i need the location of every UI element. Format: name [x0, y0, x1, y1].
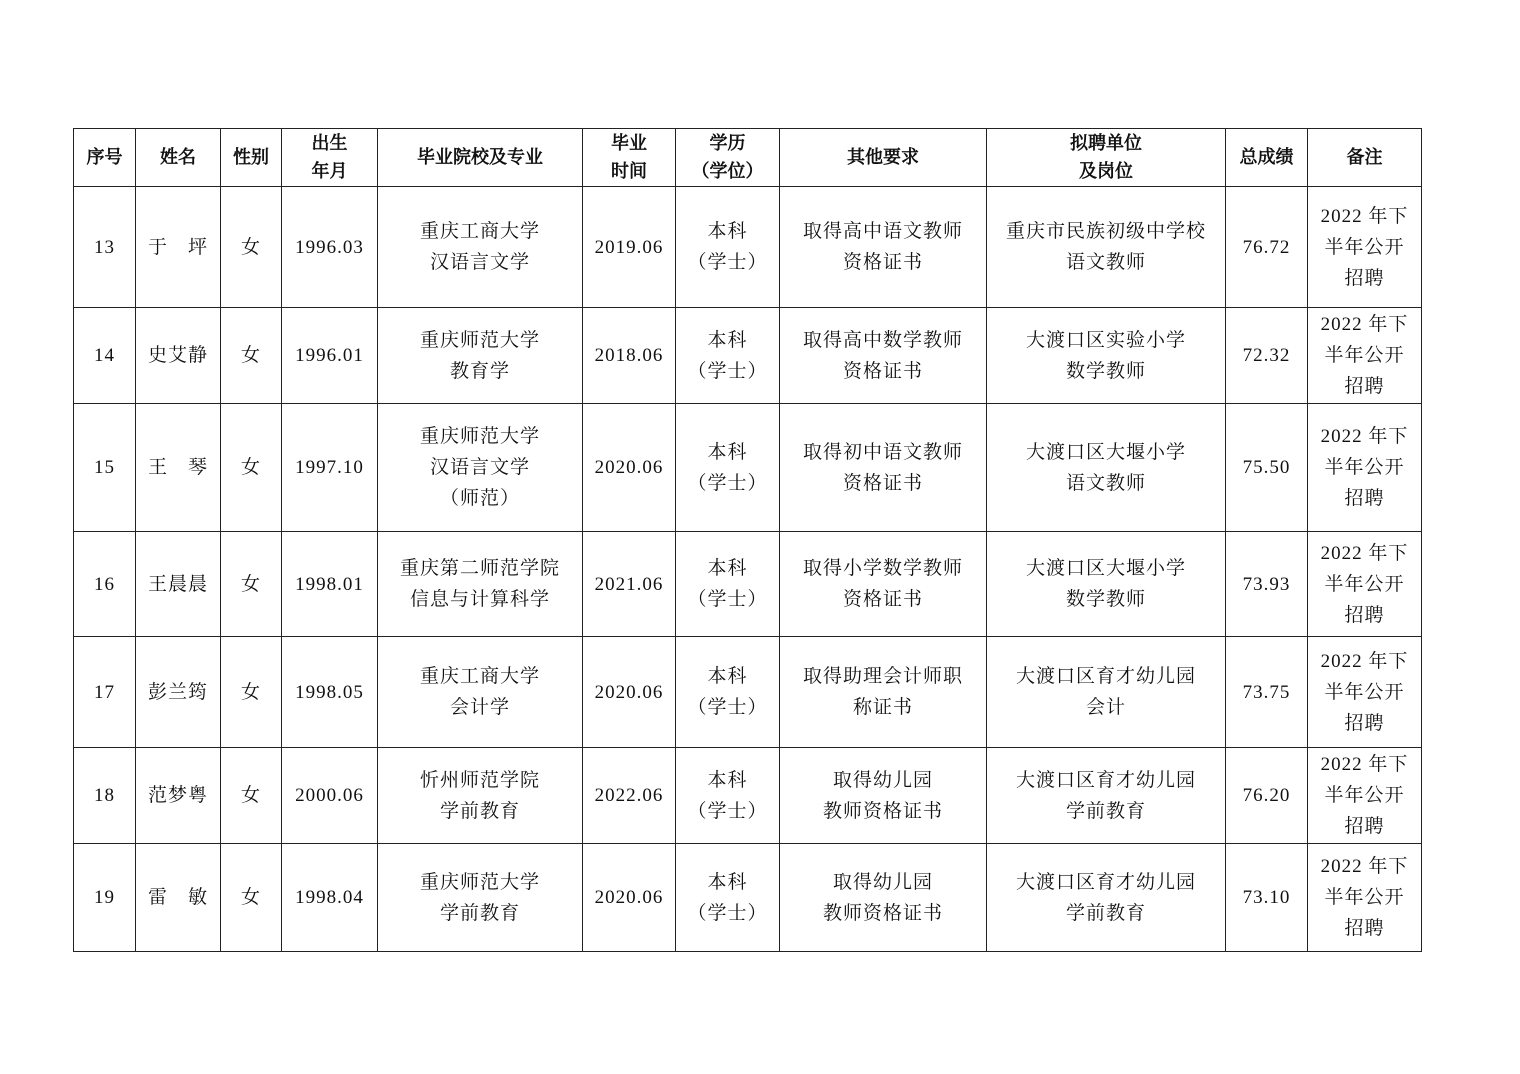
header-cell-grad: 毕业 时间 [583, 129, 676, 187]
cell-name: 雷 敏 [136, 844, 221, 952]
cell-score: 75.50 [1226, 404, 1308, 532]
cell-degree: 本科 （学士） [676, 844, 780, 952]
cell-degree: 本科 （学士） [676, 187, 780, 308]
cell-no: 18 [74, 748, 136, 844]
cell-degree: 本科 （学士） [676, 308, 780, 404]
header-cell-degree: 学历 （学位） [676, 129, 780, 187]
table-row [74, 748, 1422, 844]
cell-no: 17 [74, 637, 136, 748]
cell-school: 重庆工商大学 汉语言文学 [378, 187, 583, 308]
cell-req: 取得小学数学教师 资格证书 [780, 532, 987, 637]
header-cell-unit: 拟聘单位 及岗位 [987, 129, 1226, 187]
header-cell-gender: 性别 [221, 129, 282, 187]
header-row [74, 129, 1422, 187]
cell-score: 73.10 [1226, 844, 1308, 952]
cell-req: 取得幼儿园 教师资格证书 [780, 844, 987, 952]
cell-req: 取得助理会计师职 称证书 [780, 637, 987, 748]
cell-grad: 2021.06 [583, 532, 676, 637]
cell-score: 73.75 [1226, 637, 1308, 748]
cell-degree: 本科 （学士） [676, 637, 780, 748]
cell-name: 彭兰筠 [136, 637, 221, 748]
cell-grad: 2020.06 [583, 404, 676, 532]
cell-birth: 1996.03 [282, 187, 378, 308]
cell-name: 史艾静 [136, 308, 221, 404]
header-cell-school: 毕业院校及专业 [378, 129, 583, 187]
cell-grad: 2019.06 [583, 187, 676, 308]
header-cell-no: 序号 [74, 129, 136, 187]
cell-req: 取得高中语文教师 资格证书 [780, 187, 987, 308]
cell-school: 重庆师范大学 汉语言文学 （师范） [378, 404, 583, 532]
recruitment-table [73, 128, 1422, 952]
cell-degree: 本科 （学士） [676, 532, 780, 637]
cell-birth: 1998.01 [282, 532, 378, 637]
cell-req: 取得初中语文教师 资格证书 [780, 404, 987, 532]
cell-name: 王 琴 [136, 404, 221, 532]
cell-note: 2022 年下 半年公开 招聘 [1308, 404, 1422, 532]
cell-note: 2022 年下 半年公开 招聘 [1308, 637, 1422, 748]
cell-score: 72.32 [1226, 308, 1308, 404]
cell-birth: 1996.01 [282, 308, 378, 404]
table-row [74, 187, 1422, 308]
cell-gender: 女 [221, 637, 282, 748]
header-cell-req: 其他要求 [780, 129, 987, 187]
cell-grad: 2020.06 [583, 844, 676, 952]
cell-score: 76.20 [1226, 748, 1308, 844]
cell-school: 重庆师范大学 学前教育 [378, 844, 583, 952]
table-row [74, 532, 1422, 637]
header-cell-name: 姓名 [136, 129, 221, 187]
cell-req: 取得高中数学教师 资格证书 [780, 308, 987, 404]
cell-degree: 本科 （学士） [676, 748, 780, 844]
cell-gender: 女 [221, 187, 282, 308]
cell-unit: 大渡口区实验小学 数学教师 [987, 308, 1226, 404]
cell-school: 忻州师范学院 学前教育 [378, 748, 583, 844]
cell-grad: 2022.06 [583, 748, 676, 844]
cell-gender: 女 [221, 308, 282, 404]
cell-unit: 大渡口区育才幼儿园 学前教育 [987, 844, 1226, 952]
cell-no: 19 [74, 844, 136, 952]
cell-degree: 本科 （学士） [676, 404, 780, 532]
cell-birth: 1998.04 [282, 844, 378, 952]
table-row [74, 308, 1422, 404]
cell-birth: 1997.10 [282, 404, 378, 532]
cell-gender: 女 [221, 532, 282, 637]
cell-name: 范梦粤 [136, 748, 221, 844]
table-row [74, 844, 1422, 952]
cell-gender: 女 [221, 844, 282, 952]
cell-score: 73.93 [1226, 532, 1308, 637]
cell-req: 取得幼儿园 教师资格证书 [780, 748, 987, 844]
cell-gender: 女 [221, 404, 282, 532]
cell-note: 2022 年下 半年公开 招聘 [1308, 748, 1422, 844]
header-cell-score: 总成绩 [1226, 129, 1308, 187]
cell-school: 重庆师范大学 教育学 [378, 308, 583, 404]
cell-no: 15 [74, 404, 136, 532]
cell-note: 2022 年下 半年公开 招聘 [1308, 187, 1422, 308]
cell-birth: 1998.05 [282, 637, 378, 748]
cell-name: 王晨晨 [136, 532, 221, 637]
cell-name: 于 坪 [136, 187, 221, 308]
cell-unit: 大渡口区育才幼儿园 学前教育 [987, 748, 1226, 844]
cell-note: 2022 年下 半年公开 招聘 [1308, 308, 1422, 404]
table-row [74, 404, 1422, 532]
cell-unit: 大渡口区大堰小学 数学教师 [987, 532, 1226, 637]
cell-gender: 女 [221, 748, 282, 844]
cell-grad: 2018.06 [583, 308, 676, 404]
cell-score: 76.72 [1226, 187, 1308, 308]
header-cell-birth: 出生 年月 [282, 129, 378, 187]
cell-unit: 大渡口区育才幼儿园 会计 [987, 637, 1226, 748]
cell-note: 2022 年下 半年公开 招聘 [1308, 844, 1422, 952]
table-row [74, 637, 1422, 748]
cell-no: 13 [74, 187, 136, 308]
cell-grad: 2020.06 [583, 637, 676, 748]
cell-unit: 重庆市民族初级中学校 语文教师 [987, 187, 1226, 308]
cell-birth: 2000.06 [282, 748, 378, 844]
cell-no: 14 [74, 308, 136, 404]
cell-unit: 大渡口区大堰小学 语文教师 [987, 404, 1226, 532]
cell-school: 重庆第二师范学院 信息与计算科学 [378, 532, 583, 637]
cell-no: 16 [74, 532, 136, 637]
cell-note: 2022 年下 半年公开 招聘 [1308, 532, 1422, 637]
cell-school: 重庆工商大学 会计学 [378, 637, 583, 748]
header-cell-note: 备注 [1308, 129, 1422, 187]
